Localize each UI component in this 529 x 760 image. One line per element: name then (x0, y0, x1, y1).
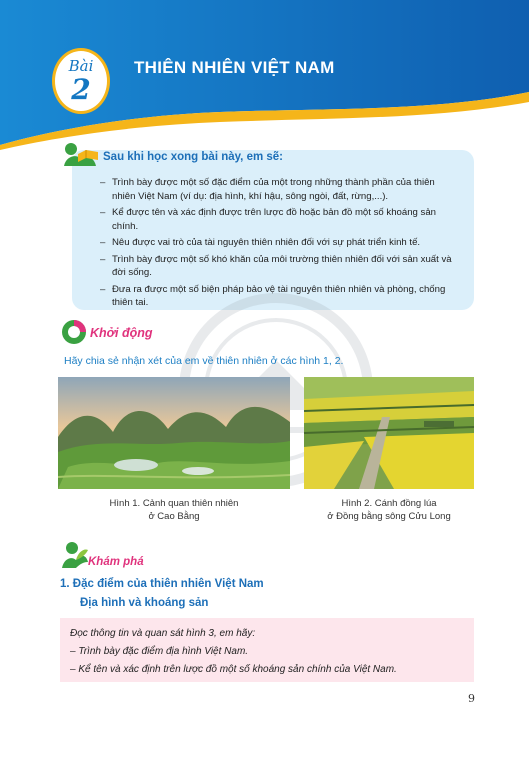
objectives-box (72, 150, 474, 310)
figure-2-caption (289, 497, 489, 523)
figure-1-caption (74, 497, 274, 523)
page-number: 9 (468, 692, 475, 705)
startup-prompt: Hãy chia sẻ nhận xét của em về thiên nhiên ở các hình 1, 2. (64, 355, 344, 367)
lesson-title: THIÊN NHIÊN VIỆT NAM (134, 58, 335, 77)
figure-1-caption-line1: Hình 1. Cảnh quan thiên nhiên (109, 498, 239, 509)
figure-1-caption-line2: ở Cao Bằng (148, 511, 200, 522)
task-line: Đọc thông tin và quan sát hình 3, em hãy: (70, 628, 256, 639)
lesson-badge (52, 48, 110, 114)
explore-icon (60, 540, 90, 570)
open-book-icon (60, 142, 100, 168)
lesson-number: 2 (71, 73, 91, 106)
startup-icon (60, 318, 88, 346)
objective-item: – Nêu được vai trò của tài nguyên thiên nhiên đối với sự phát triển kinh tế. (100, 236, 460, 250)
task-box (60, 618, 474, 682)
figure-2-caption-line2: ở Đồng bằng sông Cửu Long (327, 511, 451, 522)
figure-2-caption-line1: Hình 2. Cánh đồng lúa (341, 498, 437, 509)
objectives-heading: Sau khi học xong bài này, em sẽ: (103, 151, 284, 163)
explore-heading: Khám phá (88, 556, 144, 568)
objective-item: – Trình bày được một số khó khăn của môi trường thiên nhiên đối với sản xuất và đời sống. (100, 253, 460, 280)
figure-1-image (58, 377, 290, 489)
objective-item: – Trình bày được một số đặc điểm của một trong những thành phần của thiên nhiên Việt Nam (ví dụ: địa hình, khí hậu, sông ngòi, đất, rừng,...). (100, 176, 460, 203)
objectives-list (100, 176, 460, 310)
objective-item: – Kể được tên và xác định được trên lược đồ hoặc bản đồ một số khoáng sản chính. (100, 206, 460, 233)
objective-item: – Đưa ra được một số biện pháp bảo vệ tài nguyên thiên nhiên và phòng, chống thiên tai. (100, 283, 460, 310)
task-line: – Kể tên và xác định trên lược đồ một số khoáng sản chính của Việt Nam. (70, 664, 397, 675)
lesson-word: Bài (68, 57, 94, 75)
task-line: – Trình bày đặc điểm địa hình Việt Nam. (70, 646, 249, 657)
topic-title: 1. Đặc điểm của thiên nhiên Việt Nam (60, 578, 264, 590)
topic-subtitle: Địa hình và khoáng sản (80, 597, 209, 609)
figure-2-image (304, 377, 474, 489)
startup-heading: Khởi động (90, 326, 153, 340)
